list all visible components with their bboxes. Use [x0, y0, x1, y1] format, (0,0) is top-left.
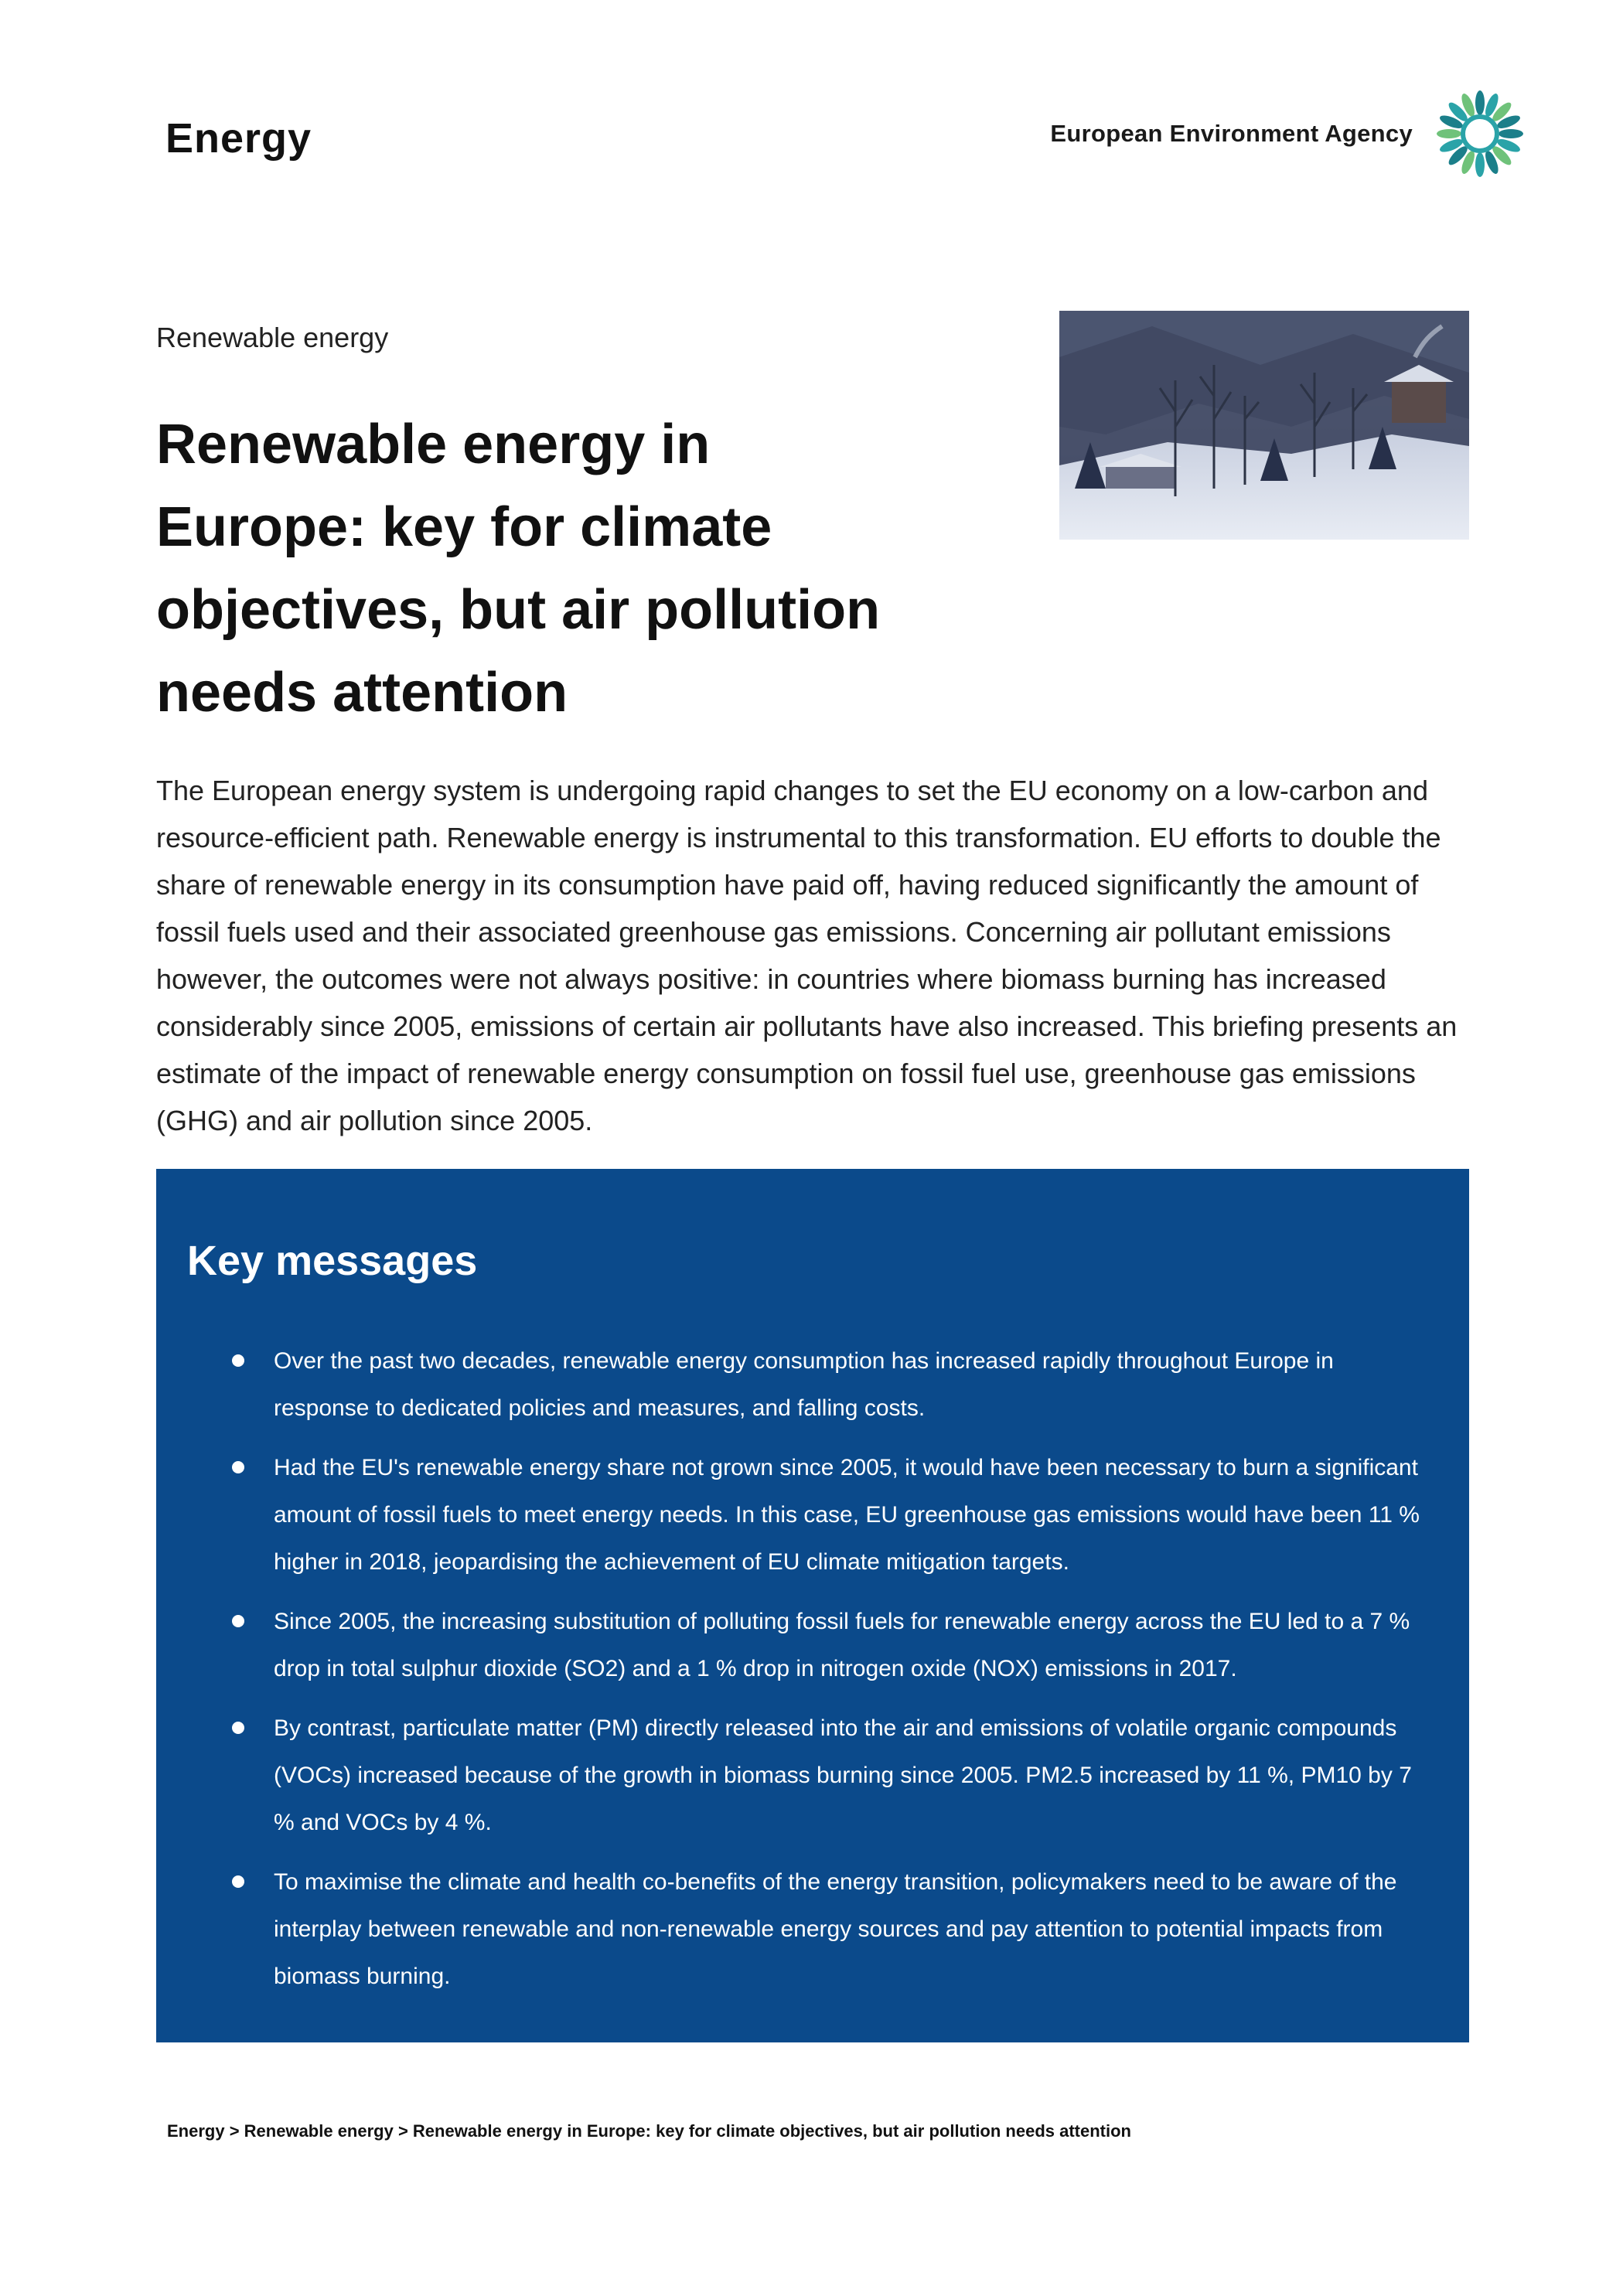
key-message-text: Over the past two decades, renewable energy consumption has increased rapidly throughout Europe in response to dedicated policies and measures, and falling costs. — [274, 1348, 1334, 1421]
title-line: needs attention — [156, 662, 568, 724]
bullet-icon — [232, 1354, 244, 1367]
snowy-landscape-photo — [1059, 311, 1469, 540]
list-item — [156, 1444, 1469, 1586]
logo-petal — [1437, 129, 1461, 138]
title-line: Europe: key for climate — [156, 496, 772, 558]
logo-petal — [1475, 90, 1485, 115]
key-message-text: To maximise the climate and health co-benefits of the energy transition, policymakers need to be aware of the interplay between renewable and non-renewable energy sources and pay attention to potential impacts from biomass burning. — [274, 1869, 1397, 1989]
breadcrumb[interactable]: Energy > Renewable energy > Renewable energy in Europe: key for climate objectives, but air pollution needs attention — [167, 2121, 1131, 2141]
logo-petal — [1475, 152, 1485, 177]
list-item — [156, 1337, 1469, 1432]
bullet-icon — [232, 1615, 244, 1627]
logo-core — [1471, 124, 1489, 143]
list-item — [156, 1858, 1469, 2000]
article-title — [156, 404, 1007, 734]
agency-name: European Environment Agency — [1050, 120, 1413, 147]
bullet-icon — [232, 1875, 244, 1888]
list-item — [156, 1598, 1469, 1692]
title-line: Renewable energy in — [156, 414, 711, 475]
bullet-icon — [232, 1722, 244, 1734]
bullet-icon — [232, 1461, 244, 1473]
article-intro: The European energy system is undergoing rapid changes to set the EU economy on a low-carbon and resource-efficient path. Renewable energy is instrumental to this transformation. EU efforts to double the share of renewable energy in its consumption have paid off, having reduced significantly the amount of fossil fuels used and their associated greenhouse gas emissions. Concerning air pollutant emissions however, the outcomes were not always positive: in countries where biomass burning has increased considerably since 2005, emissions of certain air pollutants have also increased. This briefing presents an estimate of the impact of renewable energy consumption on fossil fuel use, greenhouse gas emissions (GHG) and air pollution since 2005. — [156, 775, 1458, 1136]
list-item — [156, 1705, 1469, 1846]
logo-petal — [1499, 129, 1523, 138]
key-message-text: Had the EU's renewable energy share not grown since 2005, it would have been necessary to burn a significant amount of fossil fuels to meet energy needs. In this case, EU greenhouse gas emissions would have been 11 % higher in 2018, jeopardising the achievement of EU climate mitigation targets. — [274, 1455, 1420, 1575]
section-title: Energy — [165, 115, 312, 162]
key-messages-box — [156, 1169, 1469, 2042]
key-message-text: Since 2005, the increasing substitution of polluting fossil fuels for renewable energy across the EU led to a 7 % drop in total sulphur dioxide (SO2) and a 1 % drop in nitrogen oxide (NOX) emissions in 2017. — [274, 1609, 1410, 1681]
title-line: objectives, but air pollution — [156, 579, 881, 641]
article-kicker[interactable]: Renewable energy — [156, 322, 389, 353]
agency-brand[interactable] — [1050, 83, 1530, 184]
key-messages-list — [156, 1337, 1469, 2012]
eea-sun-logo-icon — [1430, 83, 1530, 184]
key-message-text: By contrast, particulate matter (PM) directly released into the air and emissions of volatile organic compounds (VOCs) increased because of the growth in biomass burning since 2005. PM2.5 increased by 11 %, PM10 by 7 % and VOCs by 4 %. — [274, 1715, 1412, 1835]
key-messages-title: Key messages — [187, 1238, 478, 1284]
